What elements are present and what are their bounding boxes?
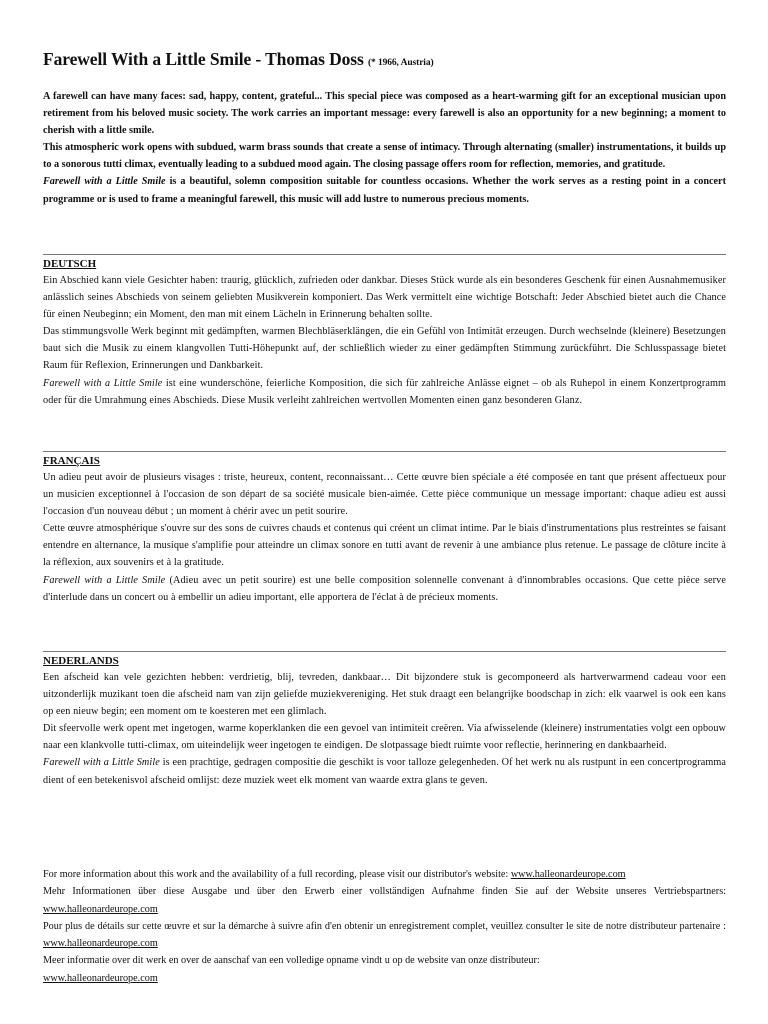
nederlands-paragraph-2: Dit sfeervolle werk opent met ingetogen, warme koperklanken die een gevoel van intimiteit creëren. Via afwisselende (kleinere) instrumentaties volgt een opbouw naar een klankvolle tutti-climax, om uiteindelijk weer ingetogen te eindigen. De slotpassage biedt ruimte voor reflectie, herinnering en dankbaarheid. [43, 723, 726, 752]
footer-french [43, 918, 726, 953]
nederlands-work-title: Farewell with a Little Smile [43, 757, 160, 769]
nederlands-paragraph-3-text: is een prachtige, gedragen compositie die geschikt is voor talloze gelegenheden. Of het werk nu als rustpunt in een concertprogramma dient of een betekenisvol afscheid omlijst: deze muziek weet elk moment van waarde extra glans te geven. [43, 757, 726, 786]
deutsch-paragraph-3 [43, 375, 726, 409]
nederlands-paragraph-3 [43, 754, 726, 788]
distributor-link-de[interactable]: www.halleonardeurope.com [43, 903, 158, 915]
francais-paragraph-1: Un adieu peut avoir de plusieurs visages : triste, heureux, content, reconnaissant… Cette œuvre bien spéciale a été composée en tant que présent affectueux pour un musicien exceptionnel à l'occasion de son départ de sa société musicale bien-aimée. Cette pièce communique un message important: chaque adieu est aussi l'occasion d'un nouveau début ; un moment à chérir avec un petit sourire. [43, 472, 726, 518]
distributor-link-fr[interactable]: www.halleonardeurope.com [43, 938, 158, 950]
intro-paragraph-3-text: is a beautiful, solemn composition suitable for countless occasions. Whether the work serves as a resting point in a concert programme or is used to frame a meaningful farewell, this music will add lustre to numerous precious moments. [43, 176, 726, 205]
francais-work-title: Farewell with a Little Smile [43, 574, 166, 586]
title-text: Farewell With a Little Smile - Thomas Doss [43, 49, 364, 69]
footer-french-text: Pour plus de détails sur cette œuvre et sur la démarche à suivre afin d'en obtenir un enregistrement complet, veuillez consulter le site de notre distributeur partenaire : [43, 920, 726, 932]
footer-dutch-text: Meer informatie over dit werk en over de aanschaf van een volledige opname vindt u op de website van onze distributeur: [43, 955, 540, 967]
section-heading-deutsch: DEUTSCH [43, 258, 97, 270]
footer-german [43, 883, 726, 918]
intro-paragraph-3 [43, 173, 726, 207]
section-body-nederlands [43, 669, 726, 789]
section-body-francais [43, 469, 726, 606]
francais-paragraph-3 [43, 572, 726, 606]
deutsch-paragraph-2: Das stimmungsvolle Werk beginnt mit gedämpften, warmen Blechbläserklängen, die ein Gefühl von Intimität erzeugen. Durch wechselnde (kleinere) Besetzungen baut sich die Musik zu einem klangvollen Tutti-Höhepunkt auf, der schließlich wieder zu einer gedämpften Stimmung zurückführt. Die Schlusspassage bietet Raum für Reflexion, Erinnerungen und Dankbarkeit. [43, 326, 726, 372]
intro-paragraph-2: This atmospheric work opens with subdued, warm brass sounds that create a sense of intimacy. Through alternating (smaller) instrumentations, it builds up to a sonorous tutti climax, eventually leading to a subdued mood again. The closing passage offers room for reflection, memories, and gratitude. [43, 142, 726, 171]
intro-paragraph-1: A farewell can have many faces: sad, happy, content, grateful... This special piece was composed as a heart-warming gift for an exceptional musician upon retirement from his beloved music society. The work carries an important message: every farewell is also an opportunity for a new beginning; a moment to cherish with a little smile. [43, 91, 726, 137]
title-subtitle: (* 1966, Austria) [367, 58, 434, 68]
deutsch-paragraph-1: Ein Abschied kann viele Gesichter haben: traurig, glücklich, zufrieden oder dankbar. Dieses Stück wurde als ein besonderes Geschenk für einen Ausnahmemusiker anlässlich seines Abschieds von seinem geliebten Musikverein komponiert. Das Werk vermittelt eine wichtige Botschaft: Jeder Abschied bietet auch die Chance für einen Neubeginn; ein Moment, den man mit einem Lächeln in Erinnerung behalten sollte. [43, 275, 726, 321]
english-intro [43, 88, 726, 208]
deutsch-paragraph-3-text: ist eine wunderschöne, feierliche Komposition, die sich für zahlreiche Anlässe eignet – ob als Ruhepol in einem Konzertprogramm oder für die Umrahmung eines Abschieds. Diese Musik verleiht zahlreichen wertvollen Momenten einen ganz besonderen Glanz. [43, 377, 726, 406]
section-francais [43, 451, 726, 606]
deutsch-work-title: Farewell with a Little Smile [43, 377, 163, 389]
footer-english [43, 866, 726, 883]
section-nederlands [43, 651, 726, 789]
section-deutsch [43, 254, 726, 409]
distributor-link-en[interactable]: www.halleonardeurope.com [510, 869, 626, 880]
footer-info [43, 866, 726, 987]
footer-english-text: For more information about this work and the availability of a full recording, please visit our distributor's website: [43, 869, 511, 880]
intro-work-title: Farewell with a Little Smile [43, 176, 166, 188]
francais-paragraph-2: Cette œuvre atmosphérique s'ouvre sur des sons de cuivres chauds et contenus qui créent un climat intime. Par le biais d'instrumentations plus restreintes se faisant entendre en alternance, la musique s'amplifie pour atteindre un climax sonore en tutti avant de revenir à une ambiance plus retenue. Le passage de clôture incite à la réflexion, aux souvenirs et à la gratitude. [43, 523, 726, 569]
section-heading-nederlands: NEDERLANDS [43, 655, 119, 667]
francais-paragraph-3-text: (Adieu avec un petit sourire) est une belle composition solennelle convenant à d'innombrables occasions. Que cette pièce serve d'interlude dans un concert ou à embellir un adieu important, elle apportera de l'éclat à de précieux moments. [43, 574, 726, 603]
footer-dutch [43, 952, 726, 987]
distributor-link-nl[interactable]: www.halleonardeurope.com [43, 972, 158, 984]
footer-german-text: Mehr Informationen über diese Ausgabe und über den Erwerb einer vollständigen Aufnahme finden Sie auf der Website unseres Vertriebspartners: [43, 886, 726, 898]
nederlands-paragraph-1: Een afscheid kan vele gezichten hebben: verdrietig, blij, tevreden, dankbaar… Dit bijzondere stuk is gecomponeerd als hartverwarmend cadeau voor een uitzonderlijk muzikant toen die afscheid nam van zijn geliefde muziekvereniging. Het stuk draagt een belangrijke boodschap in zich: elk vaarwel is ook een kans op een nieuw begin; een moment om te koesteren met een glimlach. [43, 672, 726, 718]
section-divider [43, 254, 726, 255]
section-body-deutsch [43, 272, 726, 409]
section-divider [43, 451, 726, 452]
section-heading-francais: FRANÇAIS [43, 455, 100, 467]
page-title [43, 49, 434, 70]
section-divider [43, 651, 726, 652]
